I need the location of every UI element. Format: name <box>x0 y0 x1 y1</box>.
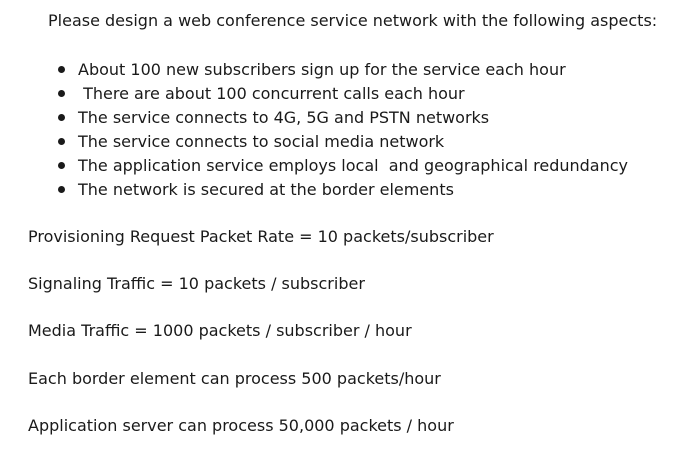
list-item <box>56 130 628 154</box>
aspects-list <box>56 58 628 202</box>
list-item <box>56 58 628 82</box>
bullet-icon <box>58 90 65 97</box>
list-item-text: The application service employs local and geographical redundancy <box>78 156 629 175</box>
border-element-capacity-text: Each border element can process 500 packets/hour <box>28 369 441 388</box>
bullet-icon <box>58 186 65 193</box>
signaling-traffic-text: Signaling Traffic = 10 packets / subscriber <box>28 274 365 293</box>
media-traffic-text: Media Traffic = 1000 packets / subscriber / hour <box>28 321 412 340</box>
list-item-text: The service connects to 4G, 5G and PSTN networks <box>78 108 490 127</box>
list-item-text: The service connects to social media network <box>78 132 445 151</box>
list-item-text: There are about 100 concurrent calls each hour <box>78 84 465 103</box>
list-item-text: About 100 new subscribers sign up for the service each hour <box>78 60 566 79</box>
list-item <box>56 82 628 106</box>
list-item <box>56 154 628 178</box>
application-server-capacity-text: Application server can process 50,000 packets / hour <box>28 416 454 435</box>
bullet-icon <box>58 114 65 121</box>
intro-text: Please design a web conference service network with the following aspects: <box>48 11 658 30</box>
bullet-icon <box>58 162 65 169</box>
list-item-text: The network is secured at the border elements <box>78 180 454 199</box>
provisioning-rate-text: Provisioning Request Packet Rate = 10 packets/subscriber <box>28 227 494 246</box>
bullet-icon <box>58 138 65 145</box>
list-item <box>56 106 628 130</box>
list-item <box>56 178 628 202</box>
bullet-icon <box>58 66 65 73</box>
